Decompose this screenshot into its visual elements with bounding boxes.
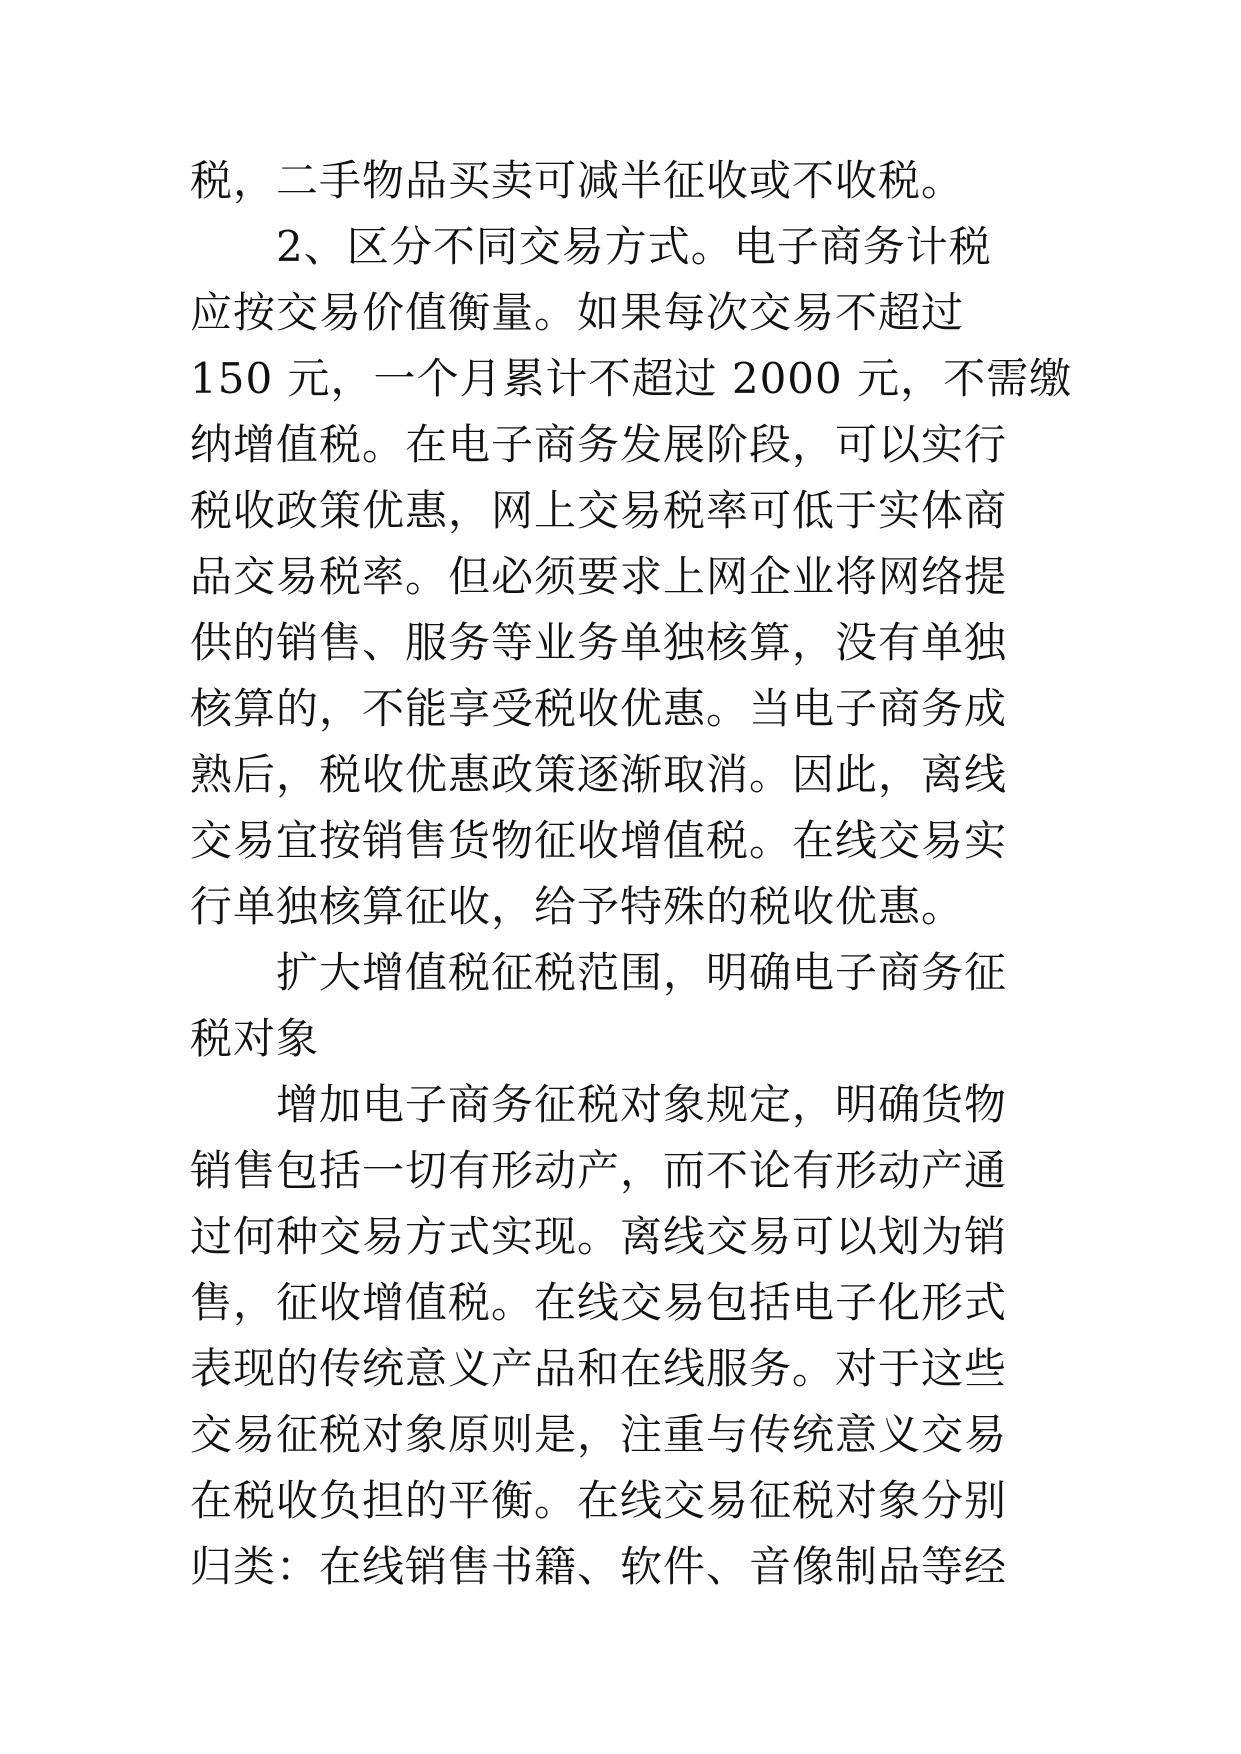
text-line: 在税收负担的平衡。在线交易征税对象分别 [190,1476,1008,1525]
text-line: 150 元，一个月累计不超过 2000 元，不需缴 [190,354,1073,403]
text-line: 熟后，税收优惠政策逐渐取消。因此，离线 [190,750,1008,799]
paragraph-start-line: 2、区分不同交易方式。电子商务计税 [276,222,992,271]
text-line: 过何种交易方式实现。离线交易可以划为销 [190,1212,1008,1261]
text-line: 税收政策优惠，网上交易税率可低于实体商 [190,486,1008,535]
text-line: 交易征税对象原则是，注重与传统意义交易 [190,1410,1008,1459]
paragraph-start-line: 增加电子商务征税对象规定，明确货物 [276,1080,1008,1129]
section-heading-line: 扩大增值税征税范围，明确电子商务征 [276,948,1008,997]
text-line: 交易宜按销售货物征收增值税。在线交易实 [190,816,1008,865]
text-line: 纳增值税。在电子商务发展阶段，可以实行 [190,420,1008,469]
text-line: 供的销售、服务等业务单独核算，没有单独 [190,618,1008,667]
section-heading-line: 税对象 [190,1014,320,1063]
text-line: 销售包括一切有形动产，而不论有形动产通 [190,1146,1008,1195]
document-body [190,148,1073,1600]
text-line: 归类：在线销售书籍、软件、音像制品等经 [190,1542,1008,1591]
text-line: 品交易税率。但必须要求上网企业将网络提 [190,552,1008,601]
text-line: 行单独核算征收，给予特殊的税收优惠。 [190,882,965,931]
text-line: 应按交易价值衡量。如果每次交易不超过 [190,288,965,337]
text-line: 核算的，不能享受税收优惠。当电子商务成 [190,684,1008,733]
text-line: 税，二手物品买卖可减半征收或不收税。 [190,156,965,205]
text-line: 售，征收增值税。在线交易包括电子化形式 [190,1278,1008,1327]
text-line: 表现的传统意义产品和在线服务。对于这些 [190,1344,1008,1393]
